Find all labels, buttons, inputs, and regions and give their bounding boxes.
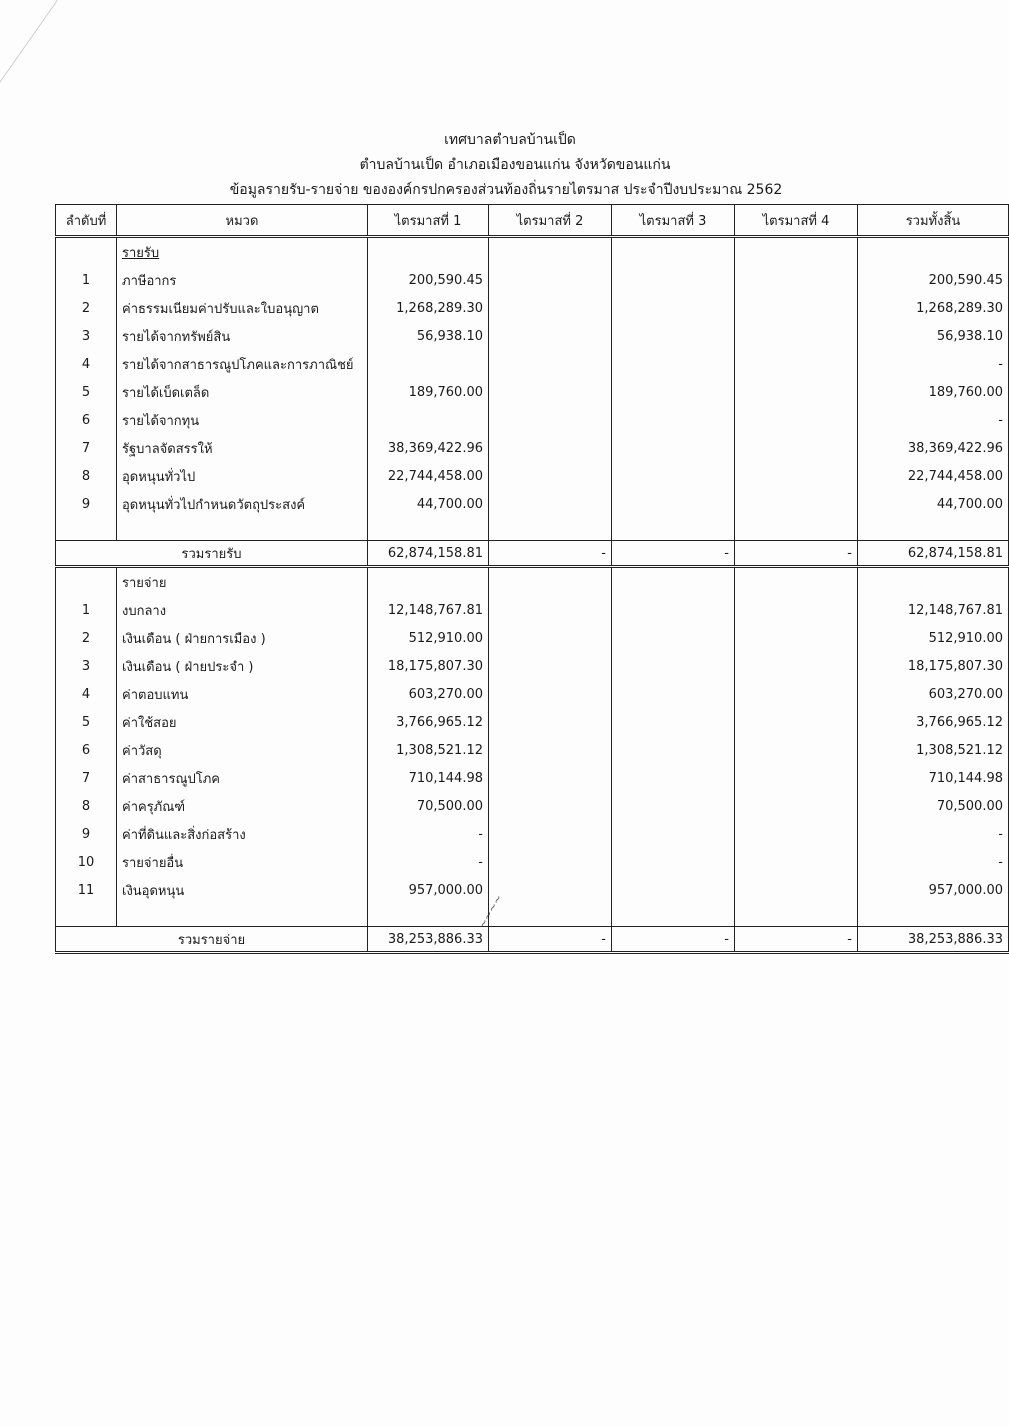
- income-row-number: 7: [56, 434, 117, 462]
- expense-row-q1: -: [368, 820, 489, 848]
- income-row-q1: 189,760.00: [368, 378, 489, 406]
- income-row-category: ภาษีอากร: [117, 266, 368, 294]
- expense-row-q1: 1,308,521.12: [368, 736, 489, 764]
- expense-row-q2: [489, 596, 612, 624]
- income-row-category: รายได้จากทรัพย์สิน: [117, 322, 368, 350]
- expense-row-category: รายจ่ายอื่น: [117, 848, 368, 876]
- income-row-q1: 1,268,289.30: [368, 294, 489, 322]
- income-row: [56, 462, 1009, 490]
- expense-row-total: 3,766,965.12: [858, 708, 1009, 736]
- expense-row-category: ค่าสาธารณูปโภค: [117, 764, 368, 792]
- col-header-q1: ไตรมาสที่ 1: [368, 205, 489, 237]
- col-header-total: รวมทั้งสิ้น: [858, 205, 1009, 237]
- expense-row-total: 957,000.00: [858, 876, 1009, 904]
- expense-row-q2: [489, 820, 612, 848]
- expense-row-q1: 710,144.98: [368, 764, 489, 792]
- quarterly-report-table: [55, 204, 1009, 954]
- income-total-label: รวมรายรับ: [56, 541, 368, 567]
- expense-row: [56, 764, 1009, 792]
- income-row-q1: 44,700.00: [368, 490, 489, 518]
- expense-total-sum: 38,253,886.33: [858, 927, 1009, 953]
- expense-row-q3: [612, 624, 735, 652]
- income-row-q2: [489, 350, 612, 378]
- expense-row-category: ค่าที่ดินและสิ่งก่อสร้าง: [117, 820, 368, 848]
- expense-row-number: 8: [56, 792, 117, 820]
- expense-row-q4: [735, 876, 858, 904]
- income-row: [56, 322, 1009, 350]
- income-row-total: 200,590.45: [858, 266, 1009, 294]
- income-row-total: -: [858, 350, 1009, 378]
- col-header-q2: ไตรมาสที่ 2: [489, 205, 612, 237]
- expense-total-row: [56, 927, 1009, 953]
- income-total-q2: -: [489, 541, 612, 567]
- expense-row: [56, 624, 1009, 652]
- income-row-q2: [489, 322, 612, 350]
- income-row-number: 6: [56, 406, 117, 434]
- income-row-q3: [612, 490, 735, 518]
- income-section: [56, 237, 1009, 519]
- expense-total-q1: 38,253,886.33: [368, 927, 489, 953]
- expense-row: [56, 708, 1009, 736]
- expense-row: [56, 848, 1009, 876]
- expense-row-q4: [735, 792, 858, 820]
- expense-row-category: ค่าตอบแทน: [117, 680, 368, 708]
- income-row-q1: 56,938.10: [368, 322, 489, 350]
- income-row-q2: [489, 378, 612, 406]
- expense-row-q2: [489, 848, 612, 876]
- income-row-q1: [368, 350, 489, 378]
- income-row-total: 38,369,422.96: [858, 434, 1009, 462]
- expense-row-q4: [735, 596, 858, 624]
- income-row-q4: [735, 378, 858, 406]
- income-row-number: 9: [56, 490, 117, 518]
- income-row-total: 189,760.00: [858, 378, 1009, 406]
- income-row-number: 5: [56, 378, 117, 406]
- expense-row-q3: [612, 596, 735, 624]
- income-row-q4: [735, 462, 858, 490]
- income-row-q4: [735, 322, 858, 350]
- income-total-row: [56, 541, 1009, 567]
- income-row: [56, 378, 1009, 406]
- expense-row-q3: [612, 680, 735, 708]
- income-row-number: 3: [56, 322, 117, 350]
- expense-total-q2: -: [489, 927, 612, 953]
- expense-section: [56, 567, 1009, 905]
- expense-row-total: -: [858, 820, 1009, 848]
- expense-row-category: งบกลาง: [117, 596, 368, 624]
- income-row-q3: [612, 294, 735, 322]
- col-header-q3: ไตรมาสที่ 3: [612, 205, 735, 237]
- header-title: ข้อมูลรายรับ-รายจ่าย ขององค์กรปกครองส่วนท้องถิ่นรายไตรมาส ประจำปีงบประมาณ 2562: [229, 182, 783, 198]
- expense-row-number: 9: [56, 820, 117, 848]
- expense-row-q4: [735, 708, 858, 736]
- income-row-q3: [612, 378, 735, 406]
- income-total-section: [56, 518, 1009, 567]
- expense-row-total: 12,148,767.81: [858, 596, 1009, 624]
- income-total-sum: 62,874,158.81: [858, 541, 1009, 567]
- expense-row-q2: [489, 652, 612, 680]
- expense-row-category: ค่าใช้สอย: [117, 708, 368, 736]
- income-row: [56, 490, 1009, 518]
- income-row-total: 22,744,458.00: [858, 462, 1009, 490]
- income-row: [56, 406, 1009, 434]
- expense-row: [56, 652, 1009, 680]
- expense-row-number: 6: [56, 736, 117, 764]
- income-row-category: รัฐบาลจัดสรรให้: [117, 434, 368, 462]
- income-row-total: 56,938.10: [858, 322, 1009, 350]
- scan-artifact-line: [0, 0, 148, 120]
- expense-row-q4: [735, 736, 858, 764]
- expense-row-q1: -: [368, 848, 489, 876]
- expense-row-number: 7: [56, 764, 117, 792]
- income-row-q1: 200,590.45: [368, 266, 489, 294]
- expense-row-q4: [735, 820, 858, 848]
- expense-row-q2: [489, 876, 612, 904]
- income-row-q3: [612, 462, 735, 490]
- expense-row-q3: [612, 820, 735, 848]
- expense-row-q3: [612, 792, 735, 820]
- expense-row-q2: [489, 764, 612, 792]
- expense-row: [56, 596, 1009, 624]
- income-row-q3: [612, 350, 735, 378]
- expense-total-label: รวมรายจ่าย: [56, 927, 368, 953]
- expense-row: [56, 680, 1009, 708]
- income-row: [56, 350, 1009, 378]
- income-row-q3: [612, 434, 735, 462]
- income-row-q2: [489, 462, 612, 490]
- expense-row-category: ค่าครุภัณฑ์: [117, 792, 368, 820]
- income-row-q4: [735, 350, 858, 378]
- income-total-q1: 62,874,158.81: [368, 541, 489, 567]
- income-row-number: 8: [56, 462, 117, 490]
- income-row-q3: [612, 406, 735, 434]
- expense-row-number: 10: [56, 848, 117, 876]
- table-header-row: [56, 205, 1009, 237]
- expense-row-q2: [489, 624, 612, 652]
- income-row-category: อุดหนุนทั่วไป: [117, 462, 368, 490]
- income-row: [56, 266, 1009, 294]
- expense-row-category: เงินเดือน ( ฝ่ายประจำ ): [117, 652, 368, 680]
- expense-row-q3: [612, 764, 735, 792]
- income-row-q4: [735, 406, 858, 434]
- expense-row-number: 2: [56, 624, 117, 652]
- income-section-title: รายรับ: [117, 237, 368, 267]
- expense-row-q3: [612, 708, 735, 736]
- expense-section-title: รายจ่าย: [117, 567, 368, 597]
- expense-row: [56, 736, 1009, 764]
- col-header-no: ลำดับที่: [56, 205, 117, 237]
- income-row-q2: [489, 490, 612, 518]
- expense-row-q4: [735, 652, 858, 680]
- income-row-q2: [489, 434, 612, 462]
- expense-row-number: 11: [56, 876, 117, 904]
- income-row-q3: [612, 266, 735, 294]
- document-header: [0, 128, 1000, 203]
- header-org: เทศบาลตำบลบ้านเป็ด: [444, 132, 576, 148]
- expense-row-q1: 3,766,965.12: [368, 708, 489, 736]
- income-row: [56, 294, 1009, 322]
- expense-row-number: 1: [56, 596, 117, 624]
- income-row-q2: [489, 294, 612, 322]
- expense-row-total: 18,175,807.30: [858, 652, 1009, 680]
- income-section-title-row: [56, 237, 1009, 267]
- expense-row-category: เงินเดือน ( ฝ่ายการเมือง ): [117, 624, 368, 652]
- income-row-total: -: [858, 406, 1009, 434]
- expense-row-total: 710,144.98: [858, 764, 1009, 792]
- expense-row-q3: [612, 736, 735, 764]
- expense-row-total: 512,910.00: [858, 624, 1009, 652]
- income-row-category: ค่าธรรมเนียมค่าปรับและใบอนุญาต: [117, 294, 368, 322]
- income-row-q3: [612, 322, 735, 350]
- expense-row-q1: 18,175,807.30: [368, 652, 489, 680]
- income-row-number: 2: [56, 294, 117, 322]
- expense-row-q4: [735, 624, 858, 652]
- expense-row-q2: [489, 792, 612, 820]
- expense-total-q4: -: [735, 927, 858, 953]
- expense-row-number: 4: [56, 680, 117, 708]
- expense-row-total: 1,308,521.12: [858, 736, 1009, 764]
- expense-row-total: -: [858, 848, 1009, 876]
- income-row-category: อุดหนุนทั่วไปกำหนดวัตถุประสงค์: [117, 490, 368, 518]
- income-row-q4: [735, 294, 858, 322]
- expense-row-total: 70,500.00: [858, 792, 1009, 820]
- col-header-category: หมวด: [117, 205, 368, 237]
- handwritten-signature: ~~~~: [475, 892, 506, 931]
- income-total-q4: -: [735, 541, 858, 567]
- expense-row-q2: [489, 736, 612, 764]
- income-row-total: 1,268,289.30: [858, 294, 1009, 322]
- expense-row-q3: [612, 652, 735, 680]
- expense-row-category: ค่าวัสดุ: [117, 736, 368, 764]
- expense-row-q3: [612, 848, 735, 876]
- income-row-q2: [489, 266, 612, 294]
- income-row-total: 44,700.00: [858, 490, 1009, 518]
- expense-row-q2: [489, 680, 612, 708]
- expense-row-number: 3: [56, 652, 117, 680]
- expense-section-title-row: [56, 567, 1009, 597]
- expense-row: [56, 792, 1009, 820]
- income-row-q2: [489, 406, 612, 434]
- expense-row: [56, 876, 1009, 904]
- income-row-q4: [735, 490, 858, 518]
- expense-row-q1: 70,500.00: [368, 792, 489, 820]
- expense-total-section: [56, 904, 1009, 953]
- income-row-number: 1: [56, 266, 117, 294]
- income-row: [56, 434, 1009, 462]
- col-header-q4: ไตรมาสที่ 4: [735, 205, 858, 237]
- income-row-category: รายได้จากทุน: [117, 406, 368, 434]
- expense-row-q1: 603,270.00: [368, 680, 489, 708]
- income-row-category: รายได้เบ็ดเตล็ด: [117, 378, 368, 406]
- expense-total-q3: -: [612, 927, 735, 953]
- expense-row-category: เงินอุดหนุน: [117, 876, 368, 904]
- expense-row-q3: [612, 876, 735, 904]
- header-location: ตำบลบ้านเป็ด อำเภอเมืองขอนแก่น จังหวัดขอนแก่น: [359, 157, 671, 173]
- expense-row-q4: [735, 848, 858, 876]
- expense-row-q1: 12,148,767.81: [368, 596, 489, 624]
- expense-row-total: 603,270.00: [858, 680, 1009, 708]
- income-row-q1: [368, 406, 489, 434]
- expense-row-number: 5: [56, 708, 117, 736]
- income-row-q1: 38,369,422.96: [368, 434, 489, 462]
- expense-row: [56, 820, 1009, 848]
- expense-row-q2: [489, 708, 612, 736]
- expense-row-q1: 957,000.00: [368, 876, 489, 904]
- expense-row-q4: [735, 680, 858, 708]
- income-row-category: รายได้จากสาธารณูปโภคและการภาณิชย์: [117, 350, 368, 378]
- income-total-q3: -: [612, 541, 735, 567]
- income-row-q4: [735, 434, 858, 462]
- expense-row-q1: 512,910.00: [368, 624, 489, 652]
- expense-row-q4: [735, 764, 858, 792]
- income-row-q1: 22,744,458.00: [368, 462, 489, 490]
- income-row-number: 4: [56, 350, 117, 378]
- income-row-q4: [735, 266, 858, 294]
